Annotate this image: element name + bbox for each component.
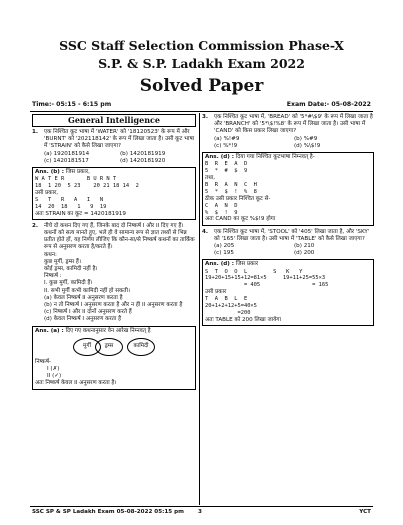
venn-label: मुर्गी — [83, 343, 91, 350]
header-rule — [30, 111, 373, 112]
statements-label: कथन: — [44, 251, 57, 258]
option: (c) 195 — [214, 250, 234, 257]
answer-label: Ans. (d) : — [205, 154, 235, 161]
statement: कुछ मुर्गी, ड्रम्स हैं। — [44, 258, 81, 265]
option: (d) %\$!9 — [294, 142, 321, 149]
question-2 — [32, 223, 196, 252]
option: (a) 1920181914 — [44, 150, 90, 157]
question-number: 3. — [202, 114, 209, 120]
q1-answer — [32, 167, 196, 220]
footer-rule — [30, 506, 373, 507]
code-block: B R E A D 5 * # $ 9 — [205, 161, 248, 175]
option: (b) 1420181919 — [120, 150, 166, 157]
conclusion-label: निष्कर्ष- — [35, 358, 51, 365]
question-text: एक निश्चित कूट भाषा में, 'STOOL' को '405' लिखा जाता है, और 'SKY' को '165' लिखा जाता है। उसी भाषा में 'TABLE' को कैसे लिखा जाएगा? — [214, 228, 370, 242]
code-block: B R A N C H 5 * $ ! % 8 — [205, 182, 257, 195]
code-block: S T R A I N 14 20 18 1 9 19 — [35, 197, 107, 210]
publisher-mark: YCT — [359, 509, 371, 515]
page-title-line1: SSC Staff Selection Commission Phase-X — [59, 38, 344, 53]
q1-options — [32, 151, 196, 165]
conclusions-label: निष्कर्ष : — [44, 273, 62, 280]
question-text: एक निश्चित कूट भाषा में 'WATER' को '18120523' के रूप में और 'BURNT' को '202118142' के रूप में लिखा जाता है। उसी कूट भाषा में 'STRAIN' को कैसे लिखा जाएगा? — [44, 129, 195, 150]
answer-result: अतः निष्कर्ष केवल II अनुसरण करता है। — [35, 380, 117, 387]
option: (b) न तो निष्कर्ष I अनुसरण करता है और न ही II अनुसरण करता है — [44, 302, 183, 309]
q2-statements — [32, 252, 196, 324]
exam-date: Exam Date:- 05-08-2022 — [286, 101, 371, 108]
page-number: 3 — [198, 509, 202, 515]
exam-time: Time:- 05:15 - 6:15 pm — [32, 101, 112, 108]
option: (a) 205 — [214, 243, 235, 250]
venn-diagram — [35, 338, 193, 356]
option: (d) 200 — [294, 250, 315, 257]
option: (a) केवल निष्कर्ष II अनुसरण करता है — [44, 294, 123, 301]
answer-label: Ans. (a) : — [35, 327, 64, 334]
answer-text: उसी प्रकार, — [35, 189, 59, 196]
venn-label: ड्रम्स — [104, 343, 114, 350]
question-3 — [202, 114, 374, 136]
question-number: 2. — [32, 222, 39, 229]
option: (a) %!#9 — [214, 135, 240, 142]
code-block: W A T E R B U R N T 18 1 20 5 23 20 21 18 14 2 — [35, 176, 139, 190]
q4-answer — [202, 259, 374, 325]
answer-text: दिया गया निश्चित कूटभाषा निम्नवत् है- — [235, 154, 315, 161]
code-block: T A B L E 20+1+2+12+5=40×5 =200 — [205, 296, 257, 316]
right-column — [202, 114, 374, 329]
answer-text: जिस प्रकार, — [65, 169, 90, 176]
section-title: General Intelligence — [32, 114, 196, 127]
page-title-line2: S.P. & S.P. Ladakh Exam 2022 — [98, 56, 305, 71]
conclusion-mark: II (✓) — [47, 373, 62, 380]
question-4 — [202, 229, 374, 243]
option: (d) केवल निष्कर्ष I अनुसरण करता है — [44, 316, 122, 323]
conclusion-mark: I (✗) — [47, 366, 60, 373]
answer-label: Ans. (b) : — [35, 169, 65, 176]
q4-options — [202, 243, 374, 257]
q3-options — [202, 136, 374, 150]
option: (c) निष्कर्ष I और II दोनों अनुसरण करते हैं — [44, 309, 132, 316]
q2-answer — [32, 326, 196, 390]
answer-text: जिस प्रकार — [235, 261, 259, 268]
statement: कोई ड्रम्स, कामिदी नहीं है। — [44, 266, 98, 273]
question-number: 1. — [32, 129, 39, 135]
answer-result: अतः STRAIN का कूट = 1420181919 — [35, 210, 126, 217]
answer-text: तथा, — [205, 174, 215, 181]
option: (d) 1420181920 — [120, 157, 166, 164]
option: (c) 1420181517 — [44, 157, 89, 164]
code-block: S T O O L S K Y 19+20+15+15+12=81×5 19+11+25=55×3 = 405 = 165 — [205, 268, 329, 289]
conclusion: II. सभी मुर्गी कभी कामिदी नहीं हो सकती। — [44, 287, 131, 294]
code-block: C A N D % $ ! 9 — [205, 202, 238, 216]
answer-text: उसी प्रकार — [205, 289, 227, 296]
question-1 — [32, 129, 196, 151]
footer-exam-info: SSC SP & SP Ladakh Exam 05-08-2022 05:15 pm — [32, 509, 184, 515]
venn-label: कामिदी — [133, 343, 149, 350]
conclusion: I. कुछ मुर्गी, कामिदी हैं। — [44, 280, 93, 287]
venn-circle — [127, 338, 155, 356]
option: (b) 210 — [294, 243, 315, 250]
question-text: एक निश्चित कूट भाषा में, 'BREAD' को '5*#\$9' के रूप में लिखा जाता है और 'BRANCH' को '5*\$!%8' के रूप में लिखा जाता है। उसी भाषा में 'CAND' को किस प्रकार लिखा जाएगा? — [214, 114, 373, 135]
question-number: 4. — [202, 228, 209, 235]
answer-label: Ans. (d) : — [205, 261, 235, 268]
answer-result: अतः TABLE को 200 लिखा जायेगा — [205, 316, 281, 323]
left-column — [32, 114, 196, 393]
option: (b) %#9 — [294, 135, 318, 142]
answer-text: ठीक उसी प्रकार निश्चित कूट से- — [205, 195, 271, 202]
answer-result: अतः CAND का कूट %$!9 होगा — [205, 216, 276, 223]
answer-text: दिए गए कथनानुसार वेन आरेख निम्नवत् है — [65, 327, 151, 334]
venn-circle — [95, 338, 123, 356]
q3-answer — [202, 152, 374, 226]
option: (c) %*!9 — [214, 142, 238, 149]
question-text: नीचे दो कथन दिए गए हैं, जिनके बाद दो निष्कर्ष I और II दिए गए हैं। कथनों को सत्य मानते हुए, भले ही वे सामान्य रूप से ज्ञात तथ्यों से भिन्न प्रतीत होते हों, यह निर्णय लीजिए कि कौन-सा/से निष्कर्ष कथनों का तार्किक रूप से अनुसरण करता है/करते हैं। — [44, 222, 195, 251]
page-title-solved-paper: Solved Paper — [139, 76, 264, 96]
column-divider — [199, 113, 200, 505]
